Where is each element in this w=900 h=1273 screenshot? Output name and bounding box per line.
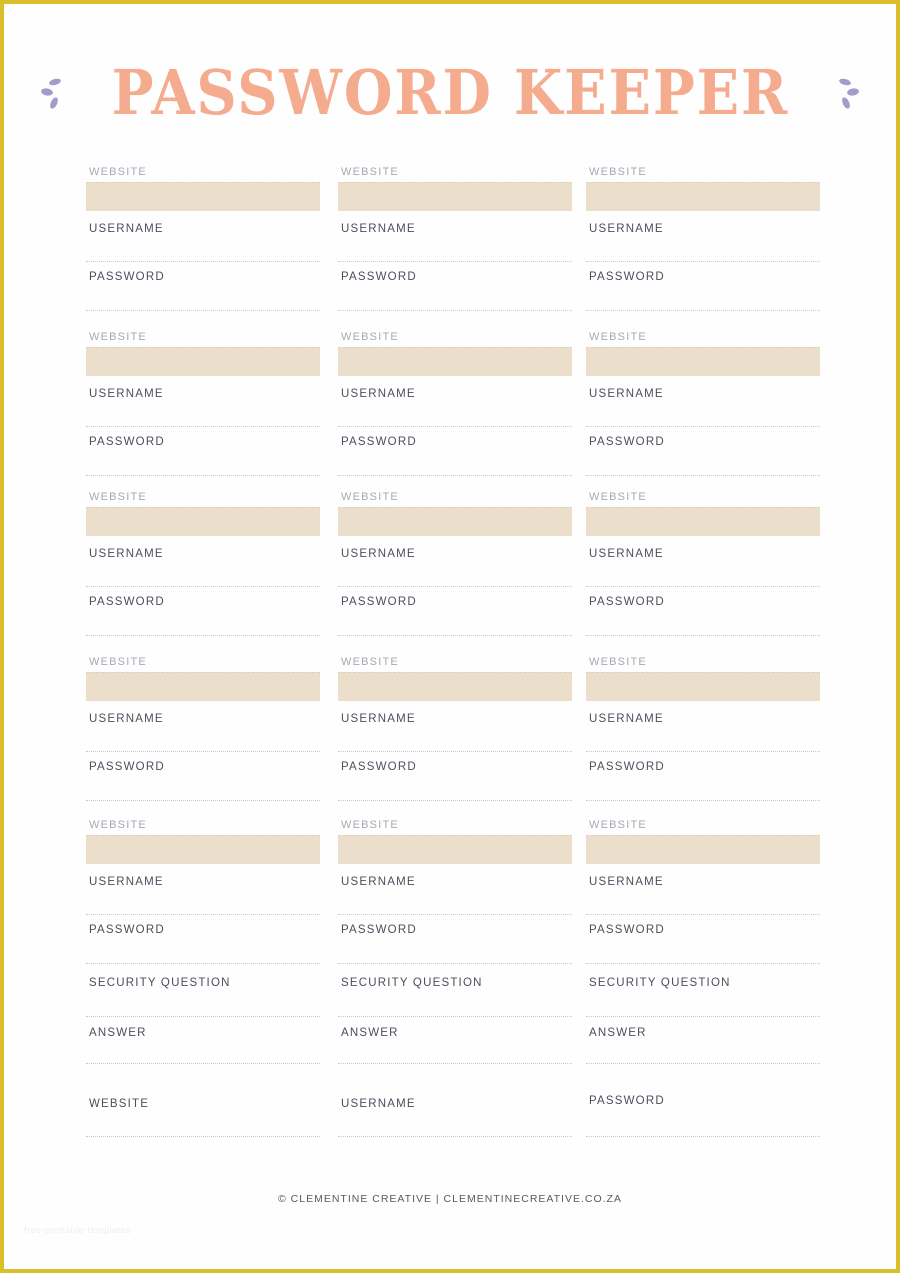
website-label: WEBSITE xyxy=(589,819,647,831)
username-label: USERNAME xyxy=(341,1098,416,1110)
answer-line[interactable] xyxy=(86,1063,320,1064)
username-line[interactable] xyxy=(86,586,320,587)
username-line[interactable] xyxy=(586,586,820,587)
username-label: USERNAME xyxy=(341,713,416,725)
website-field[interactable] xyxy=(338,507,572,536)
security-question-label: SECURITY QUESTION xyxy=(589,977,731,989)
username-label: USERNAME xyxy=(89,876,164,888)
password-label: PASSWORD xyxy=(341,761,417,773)
website-field[interactable] xyxy=(586,347,820,376)
username-label: USERNAME xyxy=(589,548,664,560)
password-line[interactable] xyxy=(586,475,820,476)
website-label: WEBSITE xyxy=(341,656,399,668)
username-line[interactable] xyxy=(86,914,320,915)
password-line[interactable] xyxy=(338,963,572,964)
leaf-sprig-icon xyxy=(38,73,66,113)
website-label: WEBSITE xyxy=(89,331,147,343)
leaf-sprig-icon xyxy=(834,73,862,113)
username-line[interactable] xyxy=(338,1136,572,1137)
username-line[interactable] xyxy=(586,261,820,262)
answer-line[interactable] xyxy=(338,1063,572,1064)
website-line[interactable] xyxy=(86,1136,320,1137)
website-field[interactable] xyxy=(86,507,320,536)
username-line[interactable] xyxy=(586,751,820,752)
username-label: USERNAME xyxy=(89,548,164,560)
website-label: WEBSITE xyxy=(341,491,399,503)
security-question-line[interactable] xyxy=(338,1016,572,1017)
username-label: USERNAME xyxy=(341,548,416,560)
website-label: WEBSITE xyxy=(89,166,147,178)
answer-label: ANSWER xyxy=(341,1027,399,1039)
password-label: PASSWORD xyxy=(589,1095,665,1107)
username-label: USERNAME xyxy=(589,713,664,725)
username-label: USERNAME xyxy=(341,223,416,235)
password-label: PASSWORD xyxy=(89,436,165,448)
website-field[interactable] xyxy=(338,347,572,376)
username-label: USERNAME xyxy=(89,388,164,400)
password-line[interactable] xyxy=(586,1136,820,1137)
username-line[interactable] xyxy=(86,426,320,427)
website-label: WEBSITE xyxy=(341,819,399,831)
password-line[interactable] xyxy=(586,635,820,636)
username-line[interactable] xyxy=(338,914,572,915)
password-label: PASSWORD xyxy=(589,271,665,283)
username-line[interactable] xyxy=(338,751,572,752)
website-field[interactable] xyxy=(86,835,320,864)
password-label: PASSWORD xyxy=(589,596,665,608)
password-label: PASSWORD xyxy=(589,761,665,773)
password-line[interactable] xyxy=(338,800,572,801)
username-line[interactable] xyxy=(586,426,820,427)
answer-label: ANSWER xyxy=(589,1027,647,1039)
website-label: WEBSITE xyxy=(589,491,647,503)
password-label: PASSWORD xyxy=(589,924,665,936)
website-field[interactable] xyxy=(338,672,572,701)
password-line[interactable] xyxy=(86,310,320,311)
password-line[interactable] xyxy=(586,310,820,311)
password-line[interactable] xyxy=(86,800,320,801)
website-label: WEBSITE xyxy=(89,1098,150,1110)
password-line[interactable] xyxy=(338,635,572,636)
password-label: PASSWORD xyxy=(341,924,417,936)
username-label: USERNAME xyxy=(341,388,416,400)
website-label: WEBSITE xyxy=(89,491,147,503)
website-field[interactable] xyxy=(586,182,820,211)
page-title: PASSWORD KEEPER xyxy=(111,56,789,129)
website-field[interactable] xyxy=(586,835,820,864)
website-label: WEBSITE xyxy=(341,331,399,343)
website-field[interactable] xyxy=(586,672,820,701)
watermark: free-printable-templates xyxy=(24,1225,132,1235)
website-field[interactable] xyxy=(86,347,320,376)
website-label: WEBSITE xyxy=(589,166,647,178)
security-question-line[interactable] xyxy=(86,1016,320,1017)
security-question-label: SECURITY QUESTION xyxy=(89,977,231,989)
password-line[interactable] xyxy=(586,963,820,964)
password-label: PASSWORD xyxy=(89,596,165,608)
security-question-line[interactable] xyxy=(586,1016,820,1017)
password-line[interactable] xyxy=(86,475,320,476)
password-line[interactable] xyxy=(86,635,320,636)
username-label: USERNAME xyxy=(341,876,416,888)
website-label: WEBSITE xyxy=(89,819,147,831)
footer-credit: © CLEMENTINE CREATIVE | CLEMENTINECREATIVE.CO.ZA xyxy=(278,1193,622,1205)
website-field[interactable] xyxy=(86,672,320,701)
username-line[interactable] xyxy=(338,586,572,587)
username-label: USERNAME xyxy=(89,223,164,235)
security-question-label: SECURITY QUESTION xyxy=(341,977,483,989)
website-field[interactable] xyxy=(338,182,572,211)
website-label: WEBSITE xyxy=(589,331,647,343)
password-label: PASSWORD xyxy=(341,596,417,608)
password-label: PASSWORD xyxy=(589,436,665,448)
password-label: PASSWORD xyxy=(89,924,165,936)
username-label: USERNAME xyxy=(589,388,664,400)
website-field[interactable] xyxy=(86,182,320,211)
password-line[interactable] xyxy=(86,963,320,964)
website-field[interactable] xyxy=(338,835,572,864)
password-label: PASSWORD xyxy=(341,271,417,283)
website-label: WEBSITE xyxy=(89,656,147,668)
password-line[interactable] xyxy=(586,800,820,801)
username-line[interactable] xyxy=(86,261,320,262)
password-label: PASSWORD xyxy=(89,271,165,283)
password-line[interactable] xyxy=(338,310,572,311)
answer-label: ANSWER xyxy=(89,1027,147,1039)
page-header xyxy=(4,56,896,129)
username-label: USERNAME xyxy=(89,713,164,725)
password-line[interactable] xyxy=(338,475,572,476)
username-line[interactable] xyxy=(586,914,820,915)
username-line[interactable] xyxy=(338,426,572,427)
password-label: PASSWORD xyxy=(341,436,417,448)
username-label: USERNAME xyxy=(589,876,664,888)
password-label: PASSWORD xyxy=(89,761,165,773)
website-field[interactable] xyxy=(586,507,820,536)
username-line[interactable] xyxy=(338,261,572,262)
website-label: WEBSITE xyxy=(589,656,647,668)
username-label: USERNAME xyxy=(589,223,664,235)
website-label: WEBSITE xyxy=(341,166,399,178)
answer-line[interactable] xyxy=(586,1063,820,1064)
username-line[interactable] xyxy=(86,751,320,752)
